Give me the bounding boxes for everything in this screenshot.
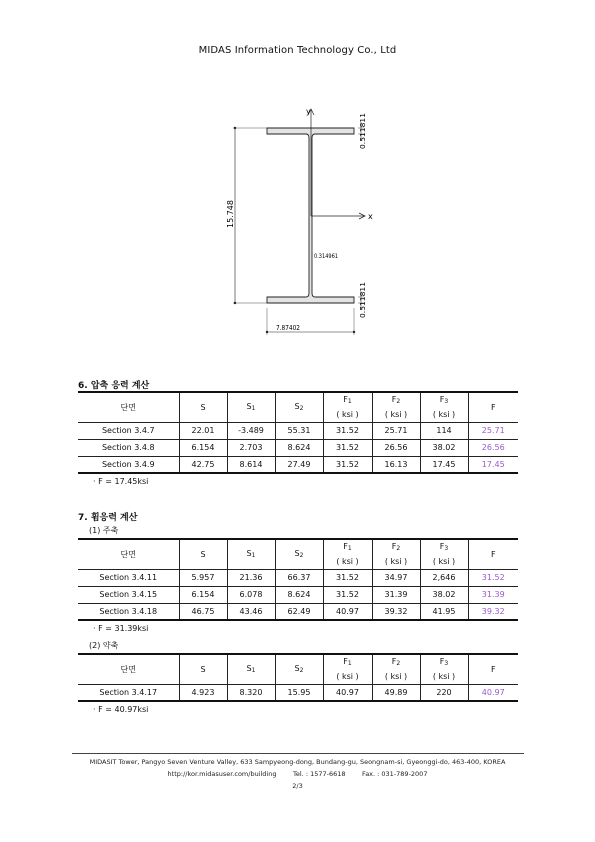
- value-cell: 15.95: [275, 684, 323, 701]
- value-cell: 6.154: [179, 439, 227, 456]
- value-cell: 26.56: [372, 439, 420, 456]
- section-6-result: · F = 17.45ksi: [93, 477, 149, 486]
- value-cell: 43.46: [227, 603, 275, 620]
- section-name-cell: Section 3.4.17: [78, 684, 179, 701]
- col-header-s: S: [179, 539, 227, 569]
- unit-label: ( ksi ): [323, 554, 372, 569]
- col-header-f: F: [468, 539, 518, 569]
- section-name-cell: Section 3.4.18: [78, 603, 179, 620]
- i-beam-section-diagram: [218, 104, 398, 344]
- table-row: [78, 439, 518, 456]
- value-cell: 31.52: [323, 439, 372, 456]
- section-name-cell: Section 3.4.11: [78, 569, 179, 586]
- col-header-s1: $S_1$: [227, 654, 275, 684]
- value-cell: 31.52: [323, 422, 372, 439]
- web-thickness-label: 0.314961: [314, 252, 338, 260]
- footer-tel: Tel. : 1577-6618: [293, 770, 346, 778]
- value-cell: 4.923: [179, 684, 227, 701]
- table-row: [78, 684, 518, 701]
- minor-axis-rows: [78, 684, 518, 701]
- col-header-section: 단면: [78, 654, 179, 684]
- value-cell: 8.624: [275, 586, 323, 603]
- footer-contact: [0, 770, 595, 778]
- minor-axis-bending-table: [78, 653, 518, 702]
- unit-label: ( ksi ): [323, 407, 372, 422]
- value-cell: 22.01: [179, 422, 227, 439]
- unit-label: ( ksi ): [323, 669, 372, 684]
- col-header-section: 단면: [78, 539, 179, 569]
- governing-f-cell: 31.52: [468, 569, 518, 586]
- section-name-cell: Section 3.4.9: [78, 456, 179, 473]
- value-cell: 34.97: [372, 569, 420, 586]
- unit-label: ( ksi ): [372, 554, 420, 569]
- col-header-f1: $F_1$: [323, 539, 372, 554]
- col-header-s1: $S_1$: [227, 539, 275, 569]
- major-axis-bending-table: [78, 538, 518, 621]
- value-cell: 27.49: [275, 456, 323, 473]
- footer-address: MIDASIT Tower, Pangyo Seven Venture Valley, 633 Sampyeong-dong, Bundang-gu, Seongnam-si, Gyeonggi-do, 463-400, KOREA: [89, 758, 506, 766]
- governing-f-cell: 39.32: [468, 603, 518, 620]
- section-7-title: 7. 휨응력 계산: [78, 513, 138, 523]
- value-cell: 2,646: [420, 569, 468, 586]
- bottom-flange-thickness-label: 0.511811: [359, 284, 367, 318]
- top-flange-thickness-label: 0.511811: [359, 115, 367, 149]
- height-dimension-label: 15.748: [226, 200, 235, 228]
- col-header-f1: $F_1$: [323, 654, 372, 669]
- table-row: [78, 456, 518, 473]
- value-cell: 21.36: [227, 569, 275, 586]
- minor-axis-subtitle: (2) 약축: [89, 641, 119, 650]
- col-header-s1: $S_1$: [227, 392, 275, 422]
- company-header: MIDAS Information Technology Co., Ltd: [198, 45, 397, 56]
- unit-label: ( ksi ): [420, 407, 468, 422]
- col-header-s2: $S_2$: [275, 539, 323, 569]
- value-cell: 31.52: [323, 586, 372, 603]
- col-header-f2: $F_2$: [372, 539, 420, 554]
- value-cell: 39.32: [372, 603, 420, 620]
- value-cell: 8.624: [275, 439, 323, 456]
- footer-divider: [72, 753, 524, 754]
- col-header-s: S: [179, 392, 227, 422]
- governing-f-cell: 26.56: [468, 439, 518, 456]
- major-axis-subtitle: (1) 주축: [89, 526, 119, 535]
- value-cell: -3.489: [227, 422, 275, 439]
- value-cell: 38.02: [420, 439, 468, 456]
- footer-fax: Fax. : 031-789-2007: [362, 770, 428, 778]
- unit-label: ( ksi ): [420, 554, 468, 569]
- value-cell: 49.89: [372, 684, 420, 701]
- minor-axis-result: · F = 40.97ksi: [93, 705, 149, 714]
- value-cell: 220: [420, 684, 468, 701]
- i-beam-shape: [267, 128, 354, 303]
- value-cell: 62.49: [275, 603, 323, 620]
- section-name-cell: Section 3.4.8: [78, 439, 179, 456]
- col-header-f3: $F_3$: [420, 539, 468, 554]
- governing-f-cell: 40.97: [468, 684, 518, 701]
- value-cell: 41.95: [420, 603, 468, 620]
- table-row: [78, 603, 518, 620]
- section-name-cell: Section 3.4.15: [78, 586, 179, 603]
- table-row: [78, 586, 518, 603]
- col-header-f: F: [468, 392, 518, 422]
- governing-f-cell: 17.45: [468, 456, 518, 473]
- col-header-f3: $F_3$: [420, 392, 468, 407]
- unit-label: ( ksi ): [372, 669, 420, 684]
- unit-label: ( ksi ): [372, 407, 420, 422]
- value-cell: 31.39: [372, 586, 420, 603]
- value-cell: 46.75: [179, 603, 227, 620]
- unit-label: ( ksi ): [420, 669, 468, 684]
- footer-url[interactable]: http://kor.midasuser.com/building: [167, 770, 277, 778]
- value-cell: 6.154: [179, 586, 227, 603]
- value-cell: 17.45: [420, 456, 468, 473]
- col-header-f2: $F_2$: [372, 392, 420, 407]
- col-header-s2: $S_2$: [275, 392, 323, 422]
- value-cell: 6.078: [227, 586, 275, 603]
- value-cell: 114: [420, 422, 468, 439]
- flange-width-label: 7.87402: [276, 324, 300, 332]
- value-cell: 8.320: [227, 684, 275, 701]
- section-name-cell: Section 3.4.7: [78, 422, 179, 439]
- major-axis-rows: [78, 569, 518, 620]
- page-number: 2/3: [292, 782, 303, 790]
- value-cell: 40.97: [323, 684, 372, 701]
- col-header-f3: $F_3$: [420, 654, 468, 669]
- governing-f-cell: 25.71: [468, 422, 518, 439]
- value-cell: 25.71: [372, 422, 420, 439]
- value-cell: 55.31: [275, 422, 323, 439]
- x-axis-label: x: [368, 212, 373, 221]
- compression-rows: [78, 422, 518, 473]
- col-header-section: 단면: [78, 392, 179, 422]
- value-cell: 16.13: [372, 456, 420, 473]
- section-6-title: 6. 압축 응력 계산: [78, 381, 150, 391]
- value-cell: 38.02: [420, 586, 468, 603]
- table-row: [78, 569, 518, 586]
- compression-stress-table: [78, 391, 518, 474]
- col-header-f1: $F_1$: [323, 392, 372, 407]
- value-cell: 40.97: [323, 603, 372, 620]
- col-header-s: S: [179, 654, 227, 684]
- major-axis-result: · F = 31.39ksi: [93, 624, 149, 633]
- col-header-f2: $F_2$: [372, 654, 420, 669]
- y-axis-label: y: [306, 107, 311, 116]
- col-header-f: F: [468, 654, 518, 684]
- governing-f-cell: 31.39: [468, 586, 518, 603]
- value-cell: 31.52: [323, 456, 372, 473]
- value-cell: 66.37: [275, 569, 323, 586]
- table-row: [78, 422, 518, 439]
- value-cell: 42.75: [179, 456, 227, 473]
- col-header-s2: $S_2$: [275, 654, 323, 684]
- value-cell: 5.957: [179, 569, 227, 586]
- value-cell: 31.52: [323, 569, 372, 586]
- value-cell: 8.614: [227, 456, 275, 473]
- value-cell: 2.703: [227, 439, 275, 456]
